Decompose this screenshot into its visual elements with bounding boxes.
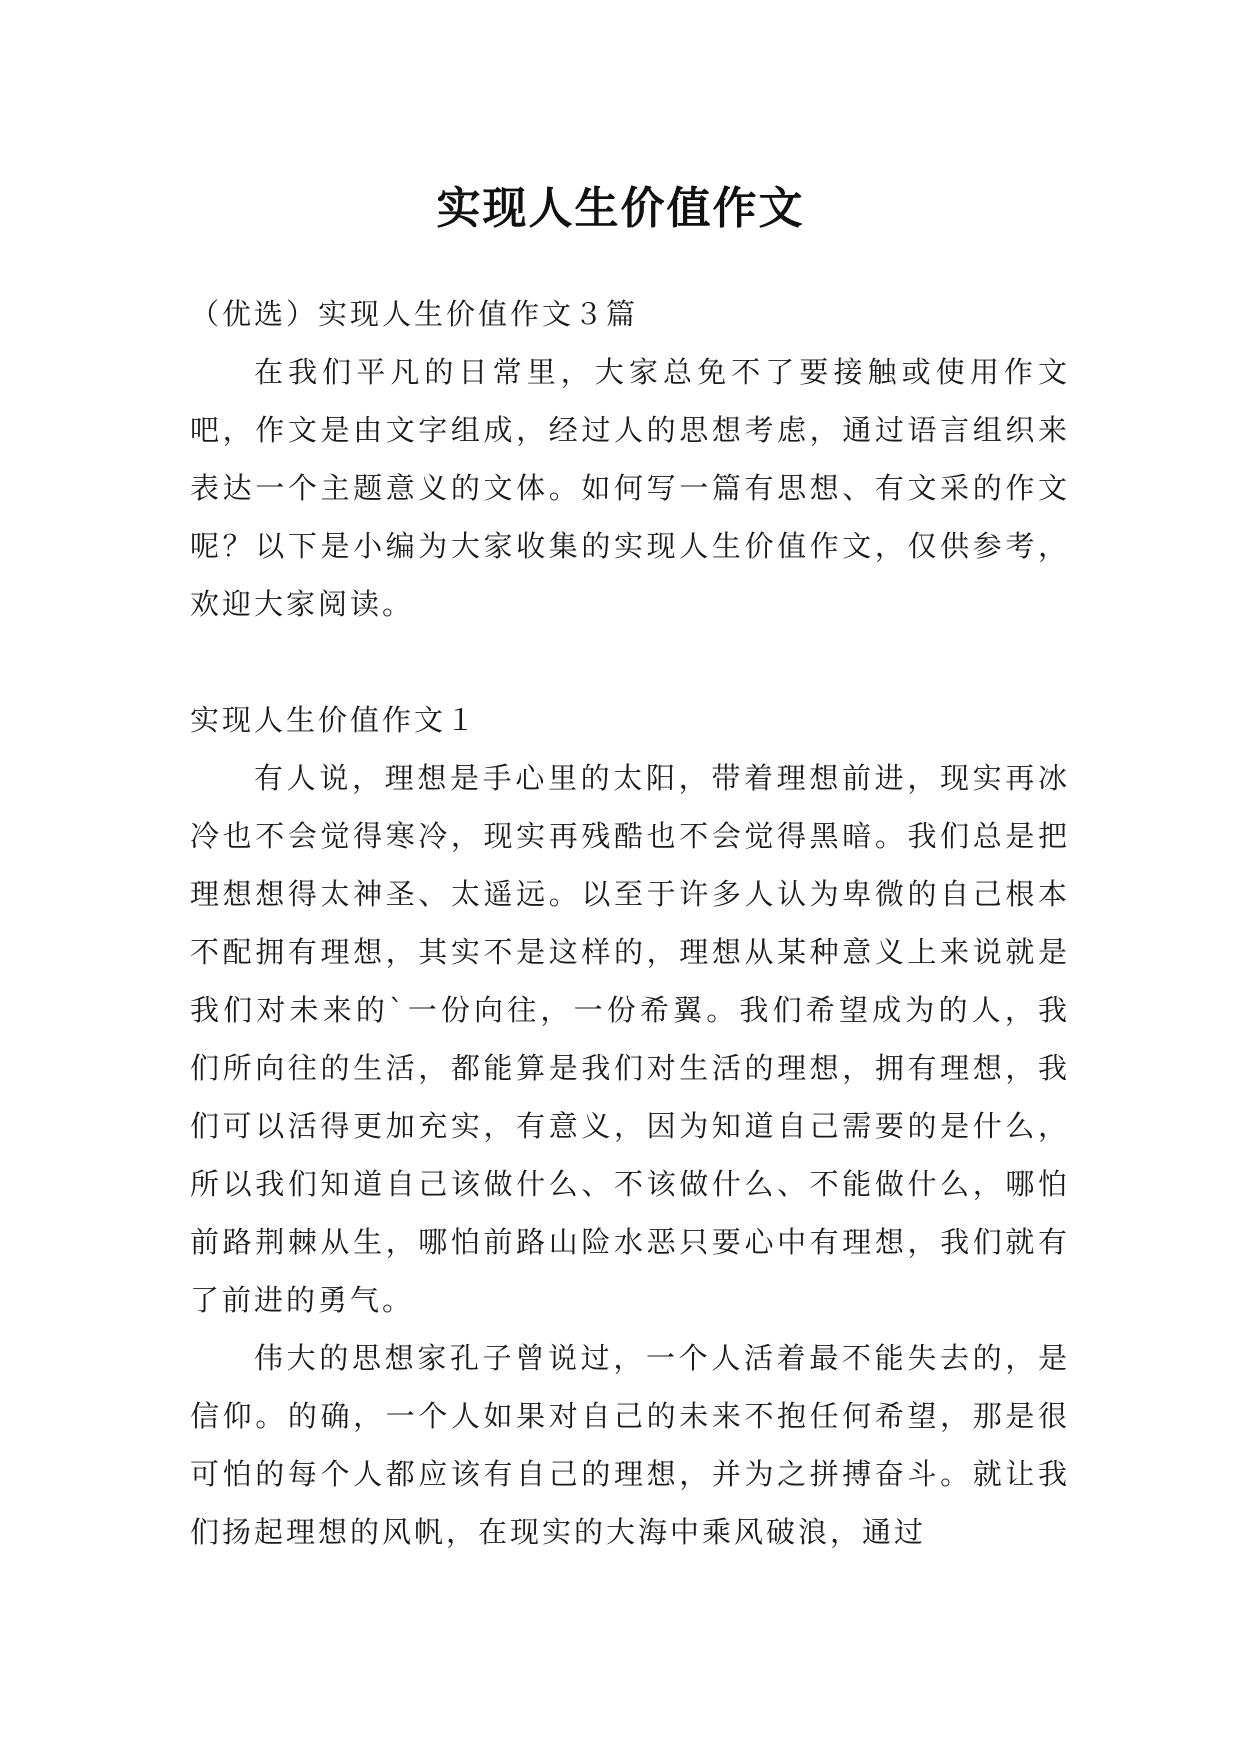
body-paragraph: 有人说，理想是手心里的太阳，带着理想前进，现实再冰冷也不会觉得寒冷，现实再残酷也不会觉得黑暗。我们总是把理想想得太神圣、太遥远。以至于许多人认为卑微的自己根本不配拥有理想，其实不是这样的，理想从某种意义上来说就是我们对未来的`一份向往，一份希翼。我们希望成为的人，我们所向往的生活，都能算是我们对生活的理想，拥有理想，我们可以活得更加充实，有意义，因为知道自己需要的是什么，所以我们知道自己该做什么、不该做什么、不能做什么，哪怕前路荆棘从生，哪怕前路山险水恶只要心中有理想，我们就有了前进的勇气。: [190, 761, 1070, 1317]
body-paragraph: 伟大的思想家孔子曾说过，一个人活着最不能失去的，是信仰。的确，一个人如果对自己的未来不抱任何希望，那是很可怕的每个人都应该有自己的理想，并为之拼搏奋斗。就让我们扬起理想的风帆，在现实的大海中乘风破浪，通过: [190, 1341, 1070, 1549]
section-heading: 实现人生价值作文１: [190, 703, 479, 737]
document-body: [190, 285, 1070, 1561]
paragraph-spacer: [190, 633, 1070, 691]
document-subtitle: （优选）实现人生价值作文３篇: [190, 297, 639, 331]
intro-paragraph: 在我们平凡的日常里，大家总免不了要接触或使用作文吧，作文是由文字组成，经过人的思想考虑，通过语言组织来表达一个主题意义的文体。如何写一篇有思想、有文采的作文呢？以下是小编为大家收集的实现人生价值作文，仅供参考，欢迎大家阅读。: [190, 355, 1070, 621]
document-title: 实现人生价值作文: [436, 183, 805, 235]
